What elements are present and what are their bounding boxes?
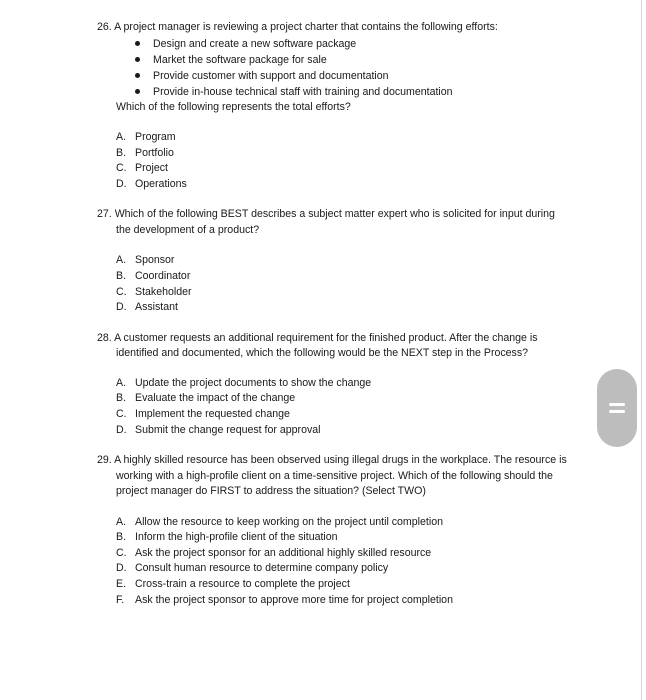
question-26-stem <box>97 20 567 36</box>
option-letter: D. <box>116 423 127 436</box>
answer-options <box>97 376 567 438</box>
option-letter: A. <box>116 515 127 528</box>
answer-option <box>116 561 567 577</box>
option-text: Stakeholder <box>135 285 192 298</box>
question-number: 29. <box>97 454 112 467</box>
answer-option <box>116 269 567 285</box>
option-letter: A. <box>116 131 127 143</box>
option-letter: B. <box>116 531 127 544</box>
question-29 <box>97 453 567 608</box>
question-text: A customer requests an additional requirement for the finished product. After the change is identified and documented, which the following would be the NEXT step in the Process? <box>114 331 538 360</box>
option-letter: A. <box>116 376 127 389</box>
bullet-dot-icon <box>135 89 140 94</box>
answer-option <box>116 546 567 562</box>
question-text: A highly skilled resource has been observed using illegal drugs in the workplace. The resource is working with a high-profile client on a time-sensitive project. Which of the following should the project manager do FIRST to address the situation? (Select TWO) <box>114 454 567 498</box>
option-text: Coordinator <box>135 269 191 282</box>
option-text: Update the project documents to show the change <box>135 376 372 389</box>
question-28-stem <box>97 331 567 362</box>
option-letter: C. <box>116 407 127 420</box>
answer-option <box>116 515 567 531</box>
scroll-handle[interactable] <box>597 369 637 447</box>
answer-option <box>116 423 567 439</box>
effort-bullet-list <box>97 36 567 100</box>
option-text: Ask the project sponsor to approve more time for project completion <box>135 593 453 606</box>
question-number: 26. <box>97 21 112 33</box>
option-text: Project <box>135 162 168 175</box>
bullet-dot-icon <box>135 73 140 78</box>
option-text: Evaluate the impact of the change <box>135 392 296 405</box>
answer-option <box>116 391 567 407</box>
bullet-item: Market the software package for sale <box>133 52 567 68</box>
bullet-dot-icon <box>135 41 140 46</box>
option-text: Ask the project sponsor for an additional highly skilled resource <box>135 546 432 559</box>
answer-option <box>116 593 567 609</box>
option-letter: D. <box>116 562 127 575</box>
answer-option <box>116 285 567 301</box>
answer-option <box>116 530 567 546</box>
option-text: Allow the resource to keep working on the project until completion <box>135 515 443 528</box>
page-edge-divider <box>641 0 642 700</box>
option-letter: F. <box>116 593 125 606</box>
option-text: Program <box>135 131 176 143</box>
answer-option <box>116 146 567 162</box>
answer-options <box>97 515 567 609</box>
pause-bars-icon <box>609 410 625 413</box>
bullet-item: Design and create a new software package <box>133 36 567 52</box>
option-text: Consult human resource to determine company policy <box>135 562 389 575</box>
answer-option <box>116 300 567 316</box>
question-text: A project manager is reviewing a project charter that contains the following efforts: <box>114 21 498 33</box>
bullet-item: Provide customer with support and documentation <box>133 68 567 84</box>
option-letter: C. <box>116 285 127 298</box>
answer-options <box>97 253 567 315</box>
option-text: Cross-train a resource to complete the project <box>135 578 350 590</box>
pause-bars-icon <box>609 403 625 406</box>
question-27-stem <box>97 207 567 238</box>
option-letter: D. <box>116 301 127 314</box>
answer-option <box>116 376 567 392</box>
answer-option <box>116 577 567 593</box>
bullet-item: Provide in-house technical staff with training and documentation <box>133 84 567 100</box>
option-text: Sponsor <box>135 254 175 267</box>
answer-options <box>97 130 567 192</box>
option-text: Operations <box>135 177 187 190</box>
option-letter: B. <box>116 269 127 282</box>
option-text: Implement the requested change <box>135 407 290 420</box>
option-text: Portfolio <box>135 146 174 159</box>
question-29-stem <box>97 453 567 500</box>
option-letter: B. <box>116 146 127 159</box>
question-number: 27. <box>97 208 112 221</box>
document-page <box>97 20 567 608</box>
answer-option <box>116 130 567 146</box>
answer-option <box>116 177 567 193</box>
option-letter: C. <box>116 546 127 559</box>
answer-option <box>116 253 567 269</box>
question-26-follow-up: Which of the following represents the total efforts? <box>116 100 351 113</box>
bullet-dot-icon <box>135 57 140 62</box>
option-text: Assistant <box>135 301 178 314</box>
question-number: 28. <box>97 331 112 344</box>
question-26 <box>97 20 567 192</box>
answer-option <box>116 407 567 423</box>
question-text: Which of the following BEST describes a subject matter expert who is solicited for input during the development of a product? <box>114 208 555 236</box>
option-letter: B. <box>116 392 127 405</box>
option-text: Inform the high-profile client of the situation <box>135 531 338 544</box>
question-28 <box>97 331 567 438</box>
answer-option <box>116 161 567 177</box>
option-letter: C. <box>116 162 127 175</box>
option-letter: A. <box>116 254 127 267</box>
option-text: Submit the change request for approval <box>135 423 321 436</box>
option-letter: E. <box>116 578 127 590</box>
question-27 <box>97 207 567 315</box>
option-letter: D. <box>116 177 127 190</box>
